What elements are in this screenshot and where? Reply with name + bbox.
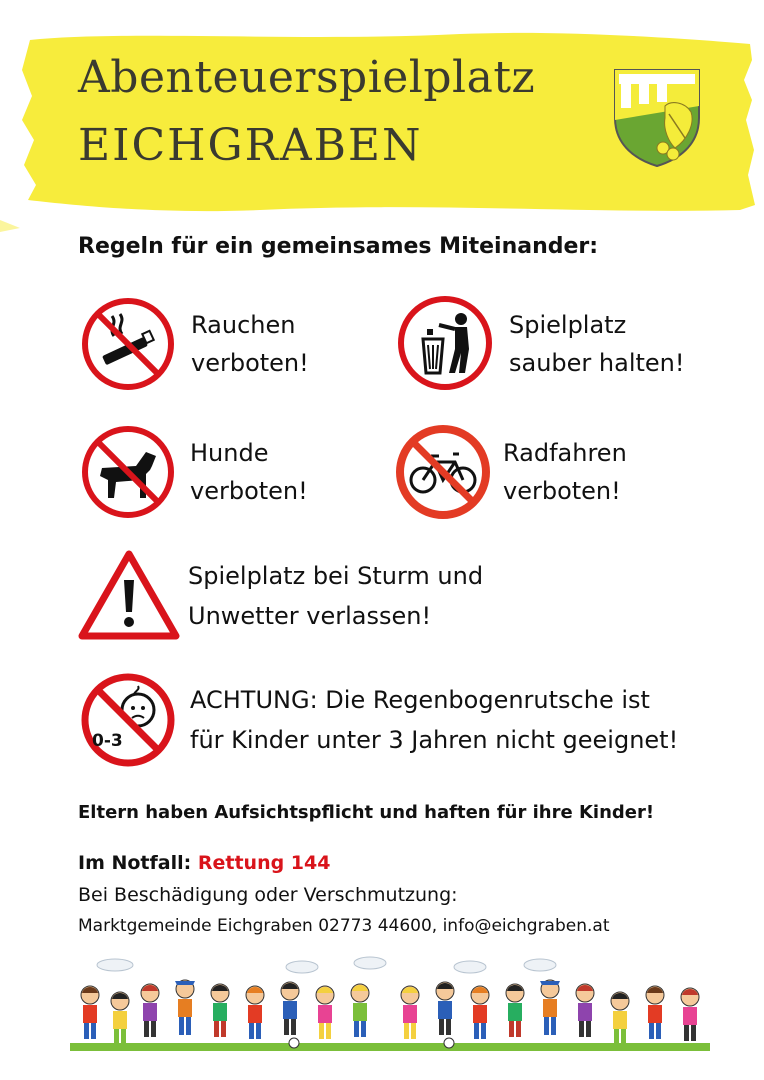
- no-dogs-icon: [80, 424, 176, 520]
- rule-smoking-text: [191, 306, 309, 382]
- title-line-1: Abenteuerspielplatz: [78, 52, 536, 103]
- age-restriction-icon: [80, 672, 176, 768]
- rule-smoking-line-1: Rauchen: [191, 311, 296, 339]
- emergency-number: Rettung 144: [197, 852, 331, 874]
- litter-bin-icon: [395, 293, 495, 393]
- rule-storm-line-1: Spielplatz bei Sturm und: [188, 562, 484, 590]
- no-smoking-icon: [80, 296, 176, 392]
- warning-triangle-icon: [78, 550, 180, 640]
- rule-dogs-line-2: verboten!: [190, 477, 308, 505]
- rule-age-line-1: ACHTUNG: Die Regenbogenrutsche ist: [190, 686, 650, 714]
- eichgraben-coat-of-arms-icon: [611, 66, 703, 168]
- rule-storm-text: [188, 556, 483, 636]
- rules-heading: Regeln für ein gemeinsames Miteinander:: [78, 234, 599, 259]
- rule-litter-line-1: Spielplatz: [509, 311, 627, 339]
- emergency-line: [78, 852, 330, 874]
- title-line-2: EICHGRABEN: [78, 120, 423, 171]
- rule-age-line-2: für Kinder unter 3 Jahren nicht geeignet!: [190, 726, 679, 754]
- rule-litter-line-2: sauber halten!: [509, 349, 685, 377]
- rule-cycling-line-1: Radfahren: [503, 439, 627, 467]
- age-restriction-label: 0-3: [92, 731, 123, 751]
- emergency-label: Im Notfall:: [78, 852, 192, 874]
- supervision-notice: Eltern haben Aufsichtspflicht und haften für ihre Kinder!: [78, 802, 655, 823]
- rule-smoking-line-2: verboten!: [191, 349, 309, 377]
- damage-notice: Bei Beschädigung oder Verschmutzung:: [78, 884, 458, 906]
- rule-dogs-text: [190, 434, 308, 510]
- rule-dogs-line-1: Hunde: [190, 439, 269, 467]
- rule-age-text: [190, 680, 678, 760]
- playing-children-illustration: [70, 955, 710, 1055]
- rule-litter-text: [509, 306, 685, 382]
- rule-storm-line-2: Unwetter verlassen!: [188, 602, 432, 630]
- rule-cycling-text: [503, 434, 627, 510]
- rule-cycling-line-2: verboten!: [503, 477, 621, 505]
- no-cycling-icon: [395, 424, 491, 520]
- contact-info: Marktgemeinde Eichgraben 02773 44600, info@eichgraben.at: [78, 916, 610, 936]
